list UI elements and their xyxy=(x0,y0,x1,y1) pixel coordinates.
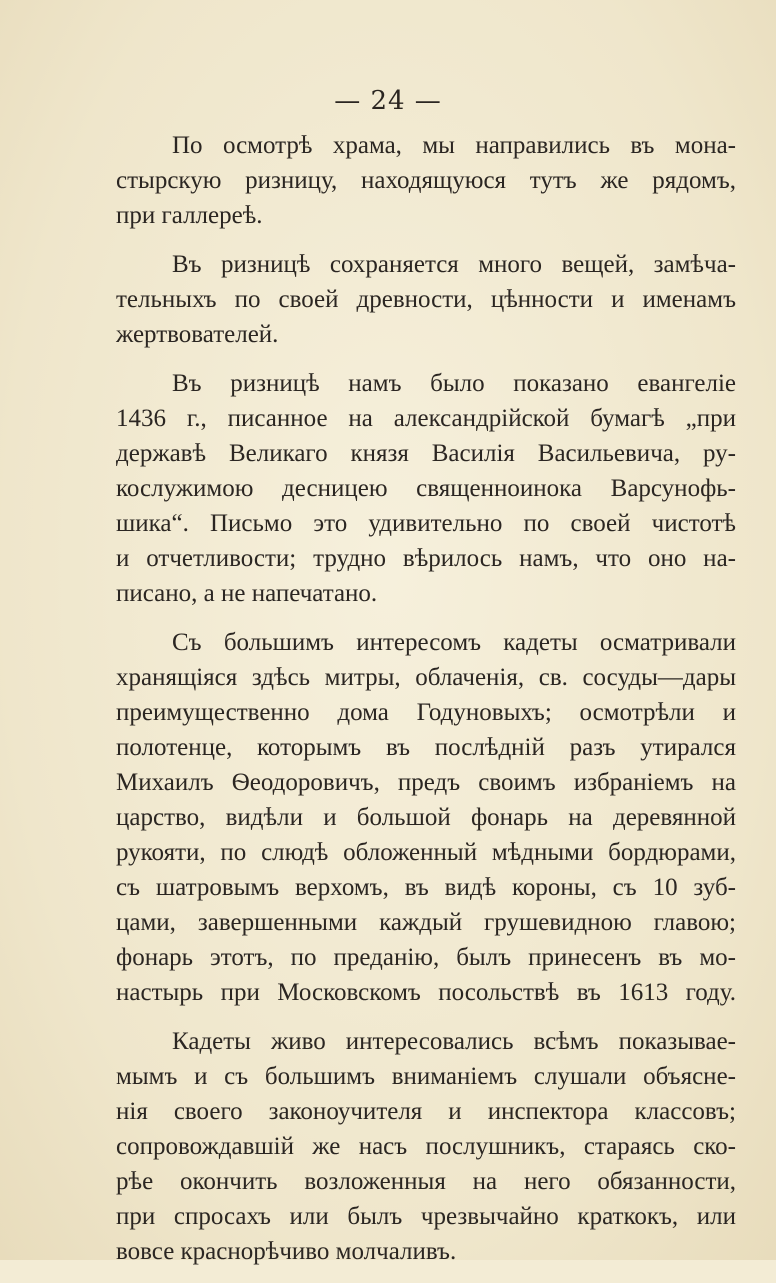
text-line: при галлереѣ. xyxy=(116,202,263,229)
text-line: съ шатровымъ верхомъ, въ видѣ короны, съ 10 зуб- xyxy=(116,874,736,901)
text-line: 1436 г., писанное на александрійской бумагѣ „при xyxy=(116,405,736,432)
text-line: Кадеты живо интересовались всѣмъ показывае- xyxy=(172,1028,736,1055)
text-line: кослужимою десницею священноинока Варсунофь- xyxy=(116,475,736,502)
text-line: Въ ризницѣ намъ было показано евангеліе xyxy=(172,370,736,397)
text-line: царство, видѣли и большой фонарь на деревянной xyxy=(116,804,736,831)
text-line: настырь при Московскомъ посольствѣ въ 1613 году. xyxy=(116,979,736,1006)
text-line: шика“. Письмо это удивительно по своей чистотѣ xyxy=(116,510,736,537)
text-line: полотенце, которымъ въ послѣдній разъ утирался xyxy=(116,734,736,761)
text-line: фонарь этотъ, по преданію, былъ принесенъ въ мо- xyxy=(116,944,736,971)
text-line: рѣе окончить возложенныя на него обязанности, xyxy=(116,1168,736,1195)
text-line: Въ ризницѣ сохраняется много вещей, замѣча- xyxy=(172,251,736,278)
text-line: при спросахъ или былъ чрезвычайно краткокъ, или xyxy=(116,1203,736,1230)
paragraph-1 xyxy=(116,128,736,233)
text-line: мымъ и съ большимъ вниманіемъ слушали объясне- xyxy=(116,1063,736,1090)
text-line: стырскую ризницу, находящуюся тутъ же рядомъ, xyxy=(116,167,736,194)
body-text xyxy=(116,128,736,1283)
text-line: цами, завершенными каждый грушевидною главою; xyxy=(116,909,736,936)
paragraph-5 xyxy=(116,1024,736,1269)
text-line: писано, а не напечатано. xyxy=(116,580,378,607)
page-number: — 24 — xyxy=(334,86,442,116)
text-line: По осмотрѣ храма, мы направились въ мона- xyxy=(172,132,736,159)
text-line: Михаилъ Ѳеодоровичъ, предъ своимъ избраніемъ на xyxy=(116,769,736,796)
text-line: Съ большимъ интересомъ кадеты осматривали xyxy=(172,629,736,656)
text-line: вовсе краснорѣчиво молчаливъ. xyxy=(116,1238,457,1265)
text-line: преимущественно дома Годуновыхъ; осмотрѣли и xyxy=(116,699,736,726)
text-line: тельныхъ по своей древности, цѣнности и именамъ xyxy=(116,286,736,313)
text-line: сопровождавшій же насъ послушникъ, стараясь ско- xyxy=(116,1133,736,1160)
text-line: державѣ Великаго князя Василія Васильевича, ру- xyxy=(116,440,736,467)
text-line: рукояти, по слюдѣ обложенный мѣдными бордюрами, xyxy=(116,839,736,866)
text-line: и отчетливости; трудно вѣрилось намъ, что оно на- xyxy=(116,545,736,572)
paragraph-2 xyxy=(116,247,736,352)
paragraph-4 xyxy=(116,625,736,1010)
paragraph-3 xyxy=(116,366,736,611)
text-line: нія своего законоучителя и инспектора классовъ; xyxy=(116,1098,736,1125)
text-line: хранящіяся здѣсь митры, облаченія, св. сосуды—дары xyxy=(116,664,736,691)
text-line: жертвователей. xyxy=(116,321,279,348)
